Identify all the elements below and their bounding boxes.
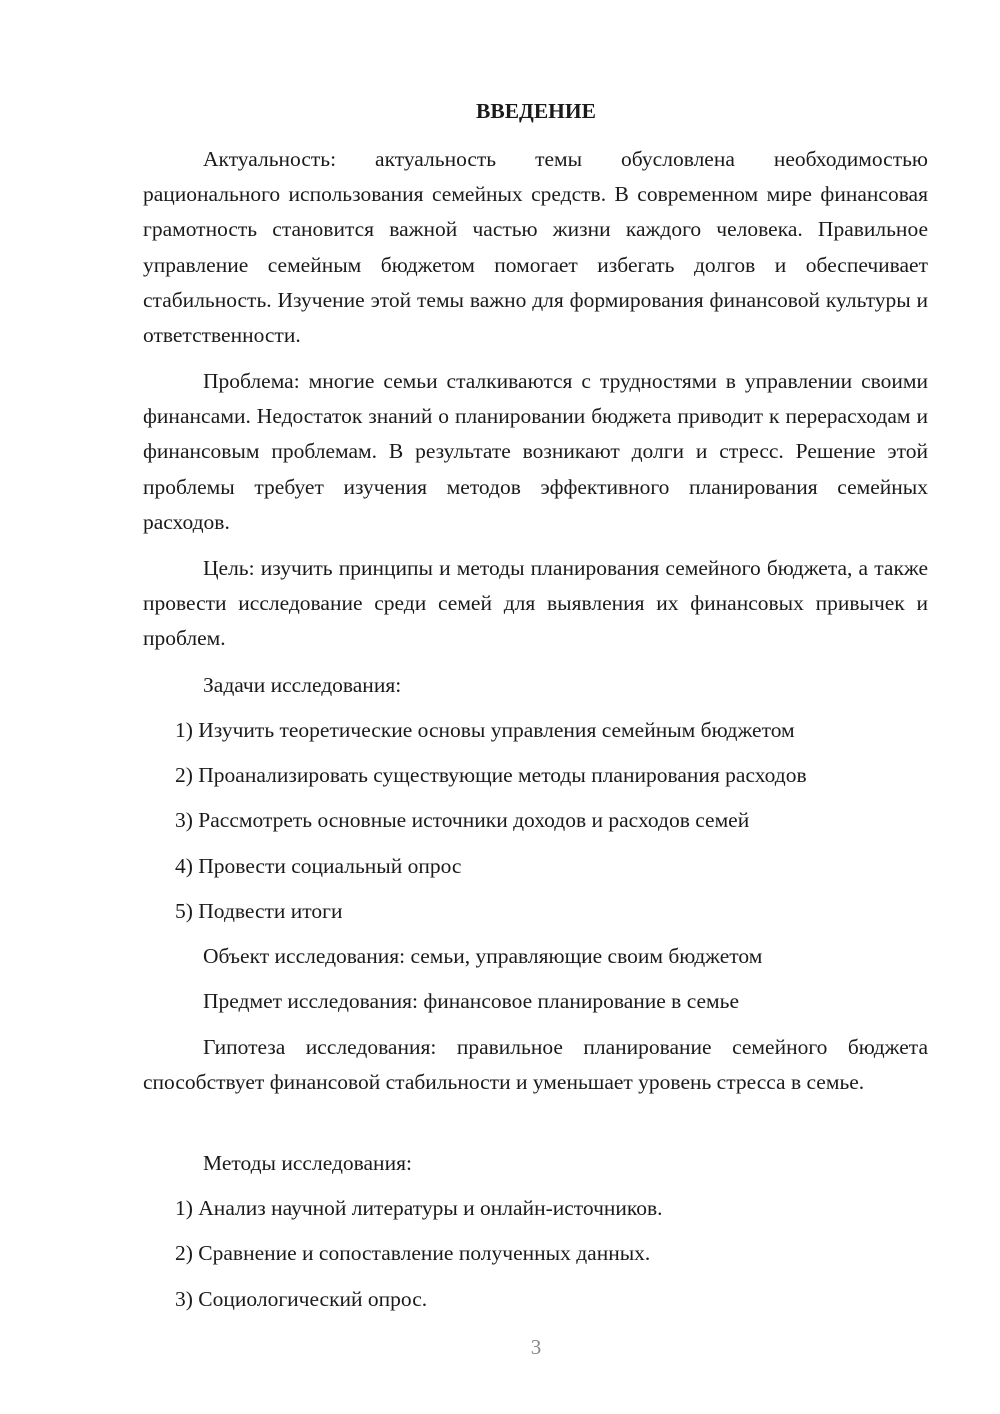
tasks-heading: Задачи исследования: [203, 673, 402, 697]
goal-paragraph: Цель: изучить принципы и методы планирования семейного бюджета, а также провести исследование среди семей для выявления их финансовых привычек и проблем. [143, 556, 928, 651]
section-title: ВВЕДЕНИЕ [476, 99, 596, 123]
task-item-1: 1) Изучить теоретические основы управления семейным бюджетом [175, 718, 795, 742]
relevance-paragraph: Актуальность: актуальность темы обусловлена необходимостью рационального использования семейных средств. В современном мире финансовая грамотность становится важной частью жизни каждого человека. Правильное управление семейным бюджетом помогает избегать долгов и обеспечивает стабильность. Изучение этой темы важно для формирования финансовой культуры и ответственности. [143, 147, 928, 348]
methods-heading: Методы исследования: [203, 1151, 412, 1175]
method-item-3: 3) Социологический опрос. [175, 1287, 428, 1311]
method-item-2: 2) Сравнение и сопоставление полученных данных. [175, 1241, 651, 1265]
research-subject: Предмет исследования: финансовое планирование в семье [203, 989, 739, 1013]
research-object: Объект исследования: семьи, управляющие своим бюджетом [203, 944, 763, 968]
method-item-1: 1) Анализ научной литературы и онлайн-источников. [175, 1196, 663, 1220]
task-item-5: 5) Подвести итоги [175, 899, 343, 923]
page-number: 3 [530, 1335, 542, 1359]
hypothesis-paragraph: Гипотеза исследования: правильное планирование семейного бюджета способствует финансовой стабильности и уменьшает уровень стресса в семье. [143, 1035, 928, 1095]
task-item-4: 4) Провести социальный опрос [175, 854, 462, 878]
problem-paragraph: Проблема: многие семьи сталкиваются с трудностями в управлении своими финансами. Недостаток знаний о планировании бюджета приводит к перерасходам и финансовым проблемам. В результате возникают долги и стресс. Решение этой проблемы требует изучения методов эффективного планирования семейных расходов. [143, 369, 928, 534]
task-item-3: 3) Рассмотреть основные источники доходов и расходов семей [175, 808, 750, 832]
task-item-2: 2) Проанализировать существующие методы планирования расходов [175, 763, 807, 787]
